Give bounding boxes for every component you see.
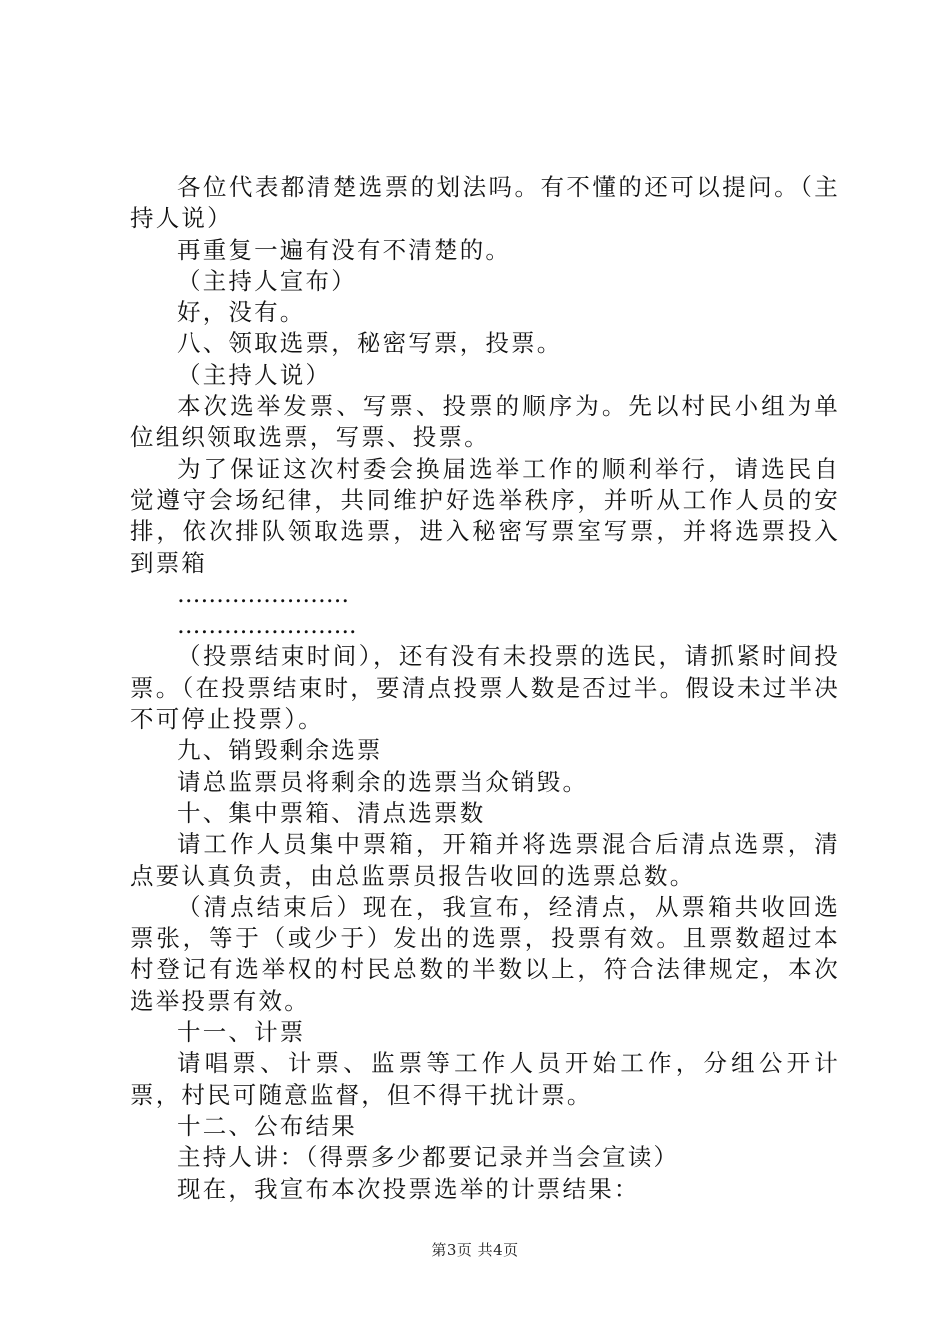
- paragraph-announce-results: 现在，我宣布本次投票选举的计票结果：: [177, 1174, 640, 1203]
- section-heading-12: 十二、公布结果: [177, 1111, 357, 1140]
- paragraph-tally: 请唱票、计票、监票等工作人员开始工作，分组公开计票，村民可随意监督，但不得干扰计票。: [130, 1049, 840, 1109]
- paragraph-voting-order: 本次选举发票、写票、投票的顺序为。先以村民小组为单位组织领取选票，写票、投票。: [130, 392, 840, 452]
- section-heading-11: 十一、计票: [177, 1018, 306, 1047]
- section-heading-8: 八、领取选票，秘密写票，投票。: [177, 329, 563, 358]
- paragraph-discipline: 为了保证这次村委会换届选举工作的顺利举行，请选民自觉遵守会场纪律，共同维护好选举秩序，并听从工作人员的安排，依次排队领取选票，进入秘密写票室写票，并将选票投入到票箱: [130, 454, 840, 577]
- paragraph-voting-end: （投票结束时间），还有没有未投票的选民，请抓紧时间投票。（在投票结束时，要清点投票人数是否过半。假设未过半决不可停止投票）。: [130, 642, 840, 734]
- paragraph-count-ballots: 请工作人员集中票箱，开箱并将选票混合后清点选票，清点要认真负责，由总监票员报告收回的选票总数。: [130, 830, 840, 890]
- section-heading-9: 九、销毁剩余选票: [177, 736, 383, 765]
- section-heading-10: 十、集中票箱、清点选票数: [177, 798, 486, 827]
- paragraph-ellipsis-2: …………………..: [177, 611, 357, 640]
- paragraph-host-announce: （主持人宣布）: [177, 266, 357, 295]
- page-number-footer: 第3页 共4页: [431, 1241, 519, 1259]
- paragraph-none: 好，没有。: [177, 298, 306, 327]
- paragraph-destroy-ballots: 请总监票员将剩余的选票当众销毁。: [177, 767, 589, 796]
- paragraph-ellipsis-1: ………………….: [177, 579, 349, 608]
- paragraph-host-says: （主持人说）: [177, 360, 332, 389]
- paragraph-repeat: 再重复一遍有没有不清楚的。: [177, 235, 512, 264]
- document-body: [130, 172, 840, 1205]
- paragraph-host-speech: 主持人讲：（得票多少都要记录并当会宣读）: [177, 1143, 680, 1172]
- paragraph-ballot-question: 各位代表都清楚选票的划法吗。有不懂的还可以提问。（主持人说）: [130, 173, 840, 233]
- paragraph-count-result: （清点结束后）现在，我宣布，经清点，从票箱共收回选票张，等于（或少于）发出的选票，投票有效。且票数超过本村登记有选举权的村民总数的半数以上，符合法律规定，本次选举投票有效。: [130, 892, 840, 1015]
